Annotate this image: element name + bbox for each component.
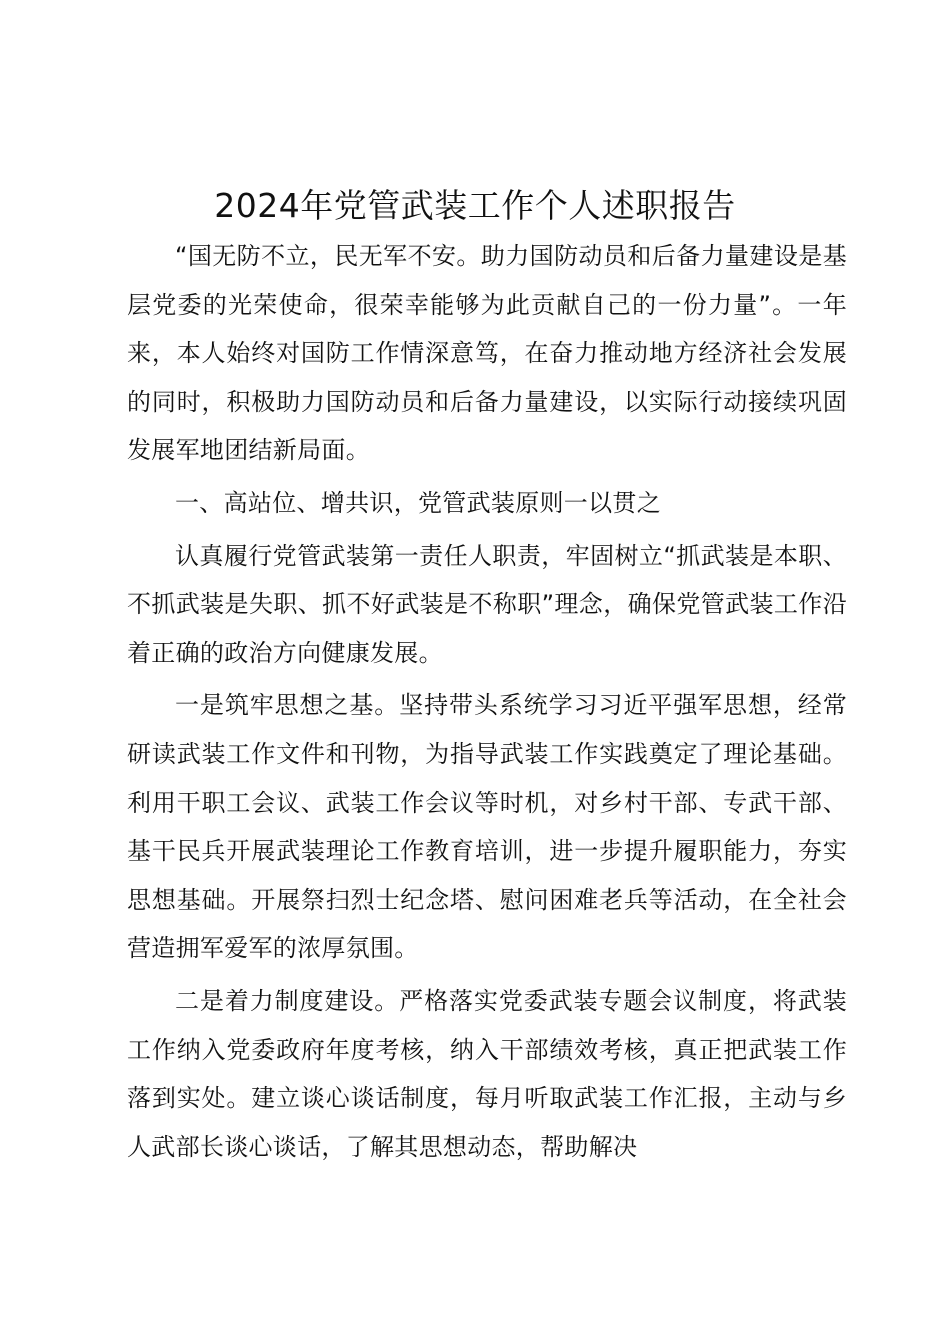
point-2-paragraph: 二是着力制度建设。严格落实党委武装专题会议制度，将武装工作纳入党委政府年度考核，纳入干部绩效考核，真正把武装工作落到实处。建立谈心谈话制度，每月听取武装工作汇报，主动与乡人武部长谈心谈话，了解其思想动态，帮助解决: [127, 986, 847, 1161]
point-1-paragraph: 一是筑牢思想之基。坚持带头系统学习习近平强军思想，经常研读武装工作文件和刊物，为指导武装工作实践奠定了理论基础。利用干职工会议、武装工作会议等时机，对乡村干部、专武干部、基干民兵开展武装理论工作教育培训，进一步提升履职能力，夯实思想基础。开展祭扫烈士纪念塔、慰问困难老兵等活动，在全社会营造拥军爱军的浓厚氛围。: [127, 691, 847, 963]
section-1-paragraph: 认真履行党管武装第一责任人职责，牢固树立“抓武装是本职、不抓武装是失职、抓不好武装是不称职”理念，确保党管武装工作沿着正确的政治方向健康发展。: [127, 541, 847, 667]
document-title: 2024年党管武装工作个人述职报告: [214, 186, 736, 225]
document-body: [127, 232, 847, 1171]
intro-paragraph: “国无防不立，民无军不安。助力国防动员和后备力量建设是基层党委的光荣使命，很荣幸能够为此贡献自己的一份力量”。一年来，本人始终对国防工作情深意笃，在奋力推动地方经济社会发展的同时，积极助力国防动员和后备力量建设，以实际行动接续巩固发展军地团结新局面。: [127, 242, 847, 465]
section-heading-1: 一、高站位、增共识，党管武装原则一以贯之: [175, 488, 661, 517]
